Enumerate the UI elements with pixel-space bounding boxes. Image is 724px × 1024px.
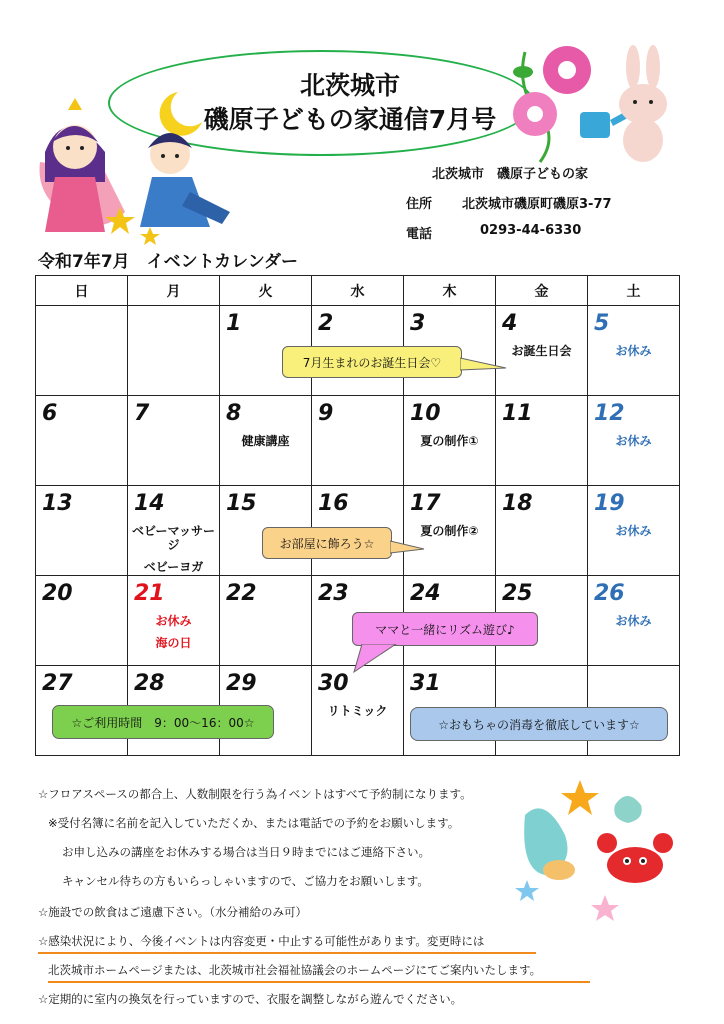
- calendar-day-cell: [36, 486, 128, 576]
- address-label: 住所: [406, 197, 433, 212]
- note-6: ☆感染状況により、今後イベントは内容変更・中止する可能性があります。変更時には: [38, 933, 536, 954]
- calendar-day-cell: [128, 576, 220, 666]
- weekday-header: 月: [128, 276, 220, 306]
- day-number: 31: [410, 671, 441, 696]
- day-number: 6: [42, 401, 58, 426]
- weekday-header: 金: [496, 276, 588, 306]
- decorate-callout-tail: [390, 540, 426, 558]
- day-number: 20: [42, 581, 73, 606]
- weekday-header: 土: [588, 276, 680, 306]
- decorate-callout: お部屋に飾ろう☆: [262, 527, 392, 559]
- day-number: 27: [42, 671, 73, 696]
- day-number: 28: [134, 671, 165, 696]
- note-7: 北茨城市ホームページまたは、北茨城市社会福祉協議会のホームページにてご案内いたします。: [48, 962, 590, 983]
- calendar-day-cell: [36, 396, 128, 486]
- calendar-day-cell: [496, 396, 588, 486]
- day-event: ベビーヨガ: [143, 560, 204, 574]
- calendar-day-cell: [128, 396, 220, 486]
- day-number: 23: [318, 581, 349, 606]
- calendar-day-cell: [588, 576, 680, 666]
- day-event: 海の日: [155, 636, 192, 650]
- calendar-day-cell: [588, 306, 680, 396]
- day-number: 29: [226, 671, 257, 696]
- address: 北茨城市磯原町磯原3-77: [462, 197, 612, 212]
- morning-glory-icon: [513, 46, 591, 162]
- calendar-day-cell: [496, 486, 588, 576]
- birthday-callout-tail: [460, 356, 508, 376]
- day-event: お休み: [615, 344, 652, 358]
- day-event: 夏の制作①: [420, 434, 479, 448]
- weekday-header: 水: [312, 276, 404, 306]
- day-number: 3: [410, 311, 426, 336]
- calendar-day-cell: [404, 486, 496, 576]
- day-number: 14: [134, 491, 165, 516]
- crescent-moon-icon: [160, 92, 202, 136]
- tanabata-illustration: [30, 82, 245, 252]
- calendar-day-cell: [220, 576, 312, 666]
- note-3: お申し込みの講座をお休みする場合は当日９時までにはご連絡下さい。: [62, 845, 430, 859]
- day-event: お休み: [615, 614, 652, 628]
- rhythm-callout: ママと一緒にリズム遊び♪: [352, 612, 538, 646]
- day-number: 22: [226, 581, 257, 606]
- day-number: 4: [502, 311, 518, 336]
- day-event: お誕生日会: [511, 344, 572, 358]
- day-number: 9: [318, 401, 334, 426]
- calendar-day-cell: [36, 576, 128, 666]
- page-title-line1: 北茨城市: [299, 71, 400, 100]
- day-event: お休み: [615, 524, 652, 538]
- day-number: 13: [42, 491, 73, 516]
- calendar-day-cell: [312, 666, 404, 756]
- calendar-week-row: [36, 396, 680, 486]
- day-number: 11: [502, 401, 533, 426]
- day-number: 17: [410, 491, 441, 516]
- day-number: 21: [134, 581, 165, 606]
- day-number: 7: [134, 401, 150, 426]
- day-number: 26: [594, 581, 625, 606]
- phone-label: 電話: [406, 227, 433, 242]
- day-number: 25: [502, 581, 533, 606]
- day-number: 10: [410, 401, 441, 426]
- day-number: 2: [318, 311, 334, 336]
- note-1: ☆フロアスペースの都合上、人数制限を行う為イベントはすべて予約制になります。: [38, 787, 472, 801]
- calendar-day-cell: [588, 486, 680, 576]
- day-number: 24: [410, 581, 441, 606]
- day-event: 夏の制作②: [420, 524, 479, 538]
- summer-illustration: [505, 42, 705, 167]
- phone: 0293-44-6330: [480, 223, 582, 238]
- day-number: 15: [226, 491, 257, 516]
- crab-icon: [597, 833, 673, 883]
- day-number: 19: [594, 491, 625, 516]
- day-event: 健康講座: [241, 434, 290, 448]
- sea-illustration: [515, 775, 685, 935]
- hikoboshi-icon: [140, 133, 230, 227]
- shell-hermit-crab-icon: [524, 808, 575, 880]
- seashell-icon: [614, 796, 642, 823]
- day-number: 18: [502, 491, 533, 516]
- day-number: 1: [226, 311, 242, 336]
- calendar-day-cell: [404, 396, 496, 486]
- day-number: 16: [318, 491, 349, 516]
- day-number: 5: [594, 311, 610, 336]
- rhythm-callout-tail: [352, 644, 402, 674]
- note-4: キャンセル待ちの方もいらっしゃいますので、ご協力をお願いします。: [62, 874, 429, 888]
- calendar-day-cell: [312, 396, 404, 486]
- birthday-callout: 7月生まれのお誕生日会♡: [282, 346, 462, 378]
- calendar-day-cell: [128, 486, 220, 576]
- rabbit-icon: [619, 45, 667, 162]
- note-2: ※受付名簿に名前を記入していただくか、または電話での予約をお願いします。: [48, 816, 460, 830]
- calendar-day-cell: [36, 306, 128, 396]
- day-event: お休み: [155, 614, 192, 628]
- day-event: ベビーマッサージ: [131, 524, 216, 552]
- note-5: ☆施設での飲食はご遠慮下さい。（水分補給のみ可）: [38, 905, 308, 919]
- org-name: 北茨城市 磯原子どもの家: [432, 167, 589, 182]
- page-title-line2: 磯原子どもの家通信7月号: [203, 105, 497, 134]
- hours-box: ☆ご利用時間 9：00〜16：00☆: [52, 705, 274, 739]
- weekday-header: 木: [404, 276, 496, 306]
- calendar-title: 令和7年7月 イベントカレンダー: [38, 252, 299, 272]
- calendar-day-cell: [128, 306, 220, 396]
- calendar-day-cell: [496, 306, 588, 396]
- day-number: 12: [594, 401, 625, 426]
- day-number: 8: [226, 401, 242, 426]
- orihime-icon: [40, 98, 126, 232]
- note-8: ☆定期的に室内の換気を行っていますので、衣服を調整しながら遊んでください。: [38, 992, 463, 1006]
- day-number: 30: [318, 671, 349, 696]
- day-event: お休み: [615, 434, 652, 448]
- weekday-header-row: [36, 276, 680, 306]
- weekday-header: 火: [220, 276, 312, 306]
- calendar-day-cell: [588, 396, 680, 486]
- toys-box: ☆おもちゃの消毒を徹底しています☆: [410, 707, 668, 741]
- day-event: リトミック: [327, 704, 388, 718]
- calendar-day-cell: [220, 396, 312, 486]
- weekday-header: 日: [36, 276, 128, 306]
